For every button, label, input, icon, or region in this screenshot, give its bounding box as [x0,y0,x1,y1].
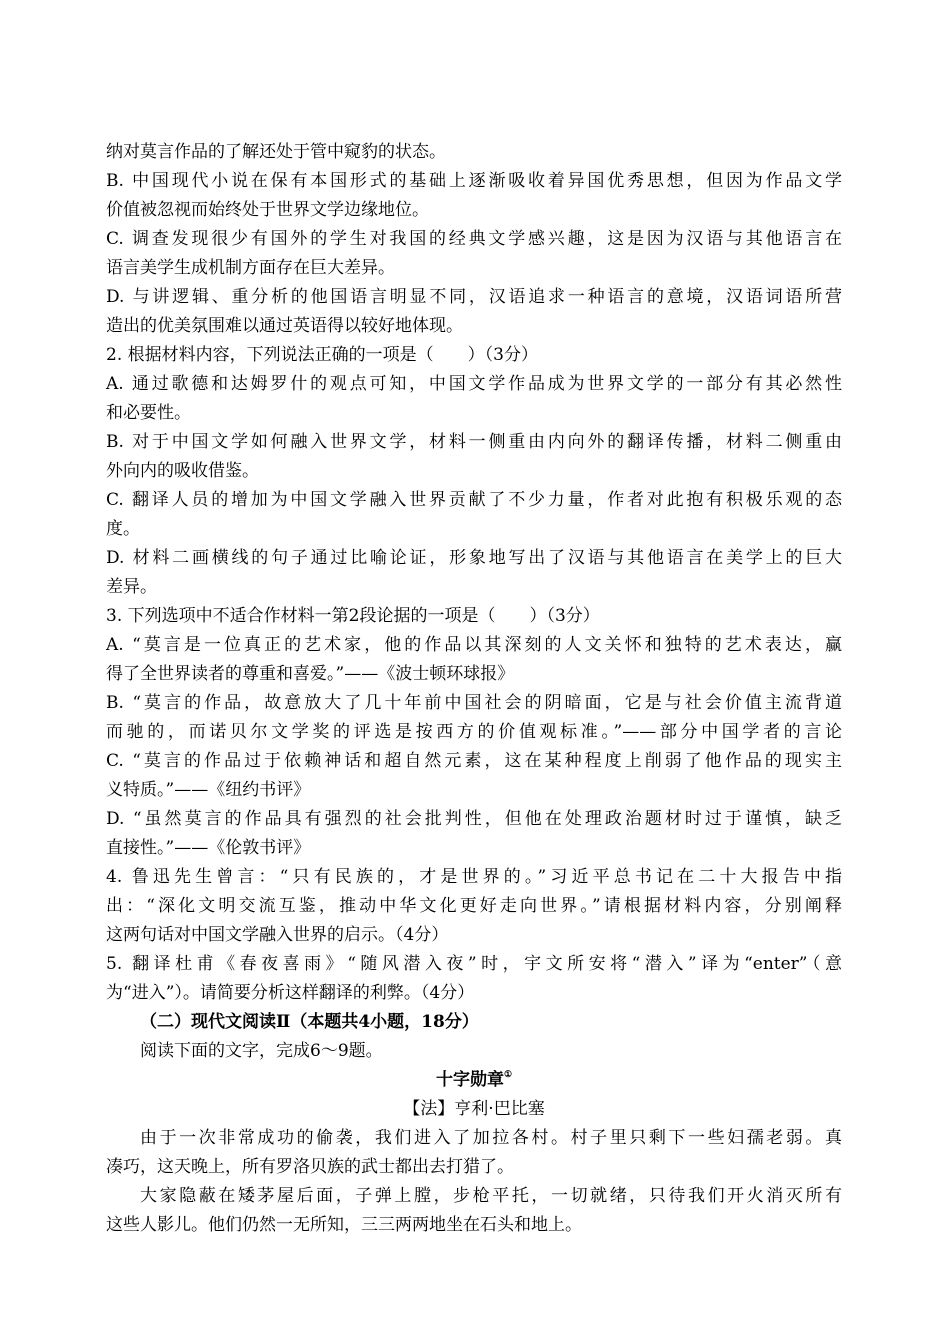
option-c-line: C. 翻译人员的增加为中国文学融入世界贡献了不少力量，作者对此抱有积极乐观的态 [106,490,842,510]
exam-page [106,138,842,1240]
section-heading: （二）现代文阅读Ⅱ（本题共4小题，18分） [140,1012,479,1032]
text-line: 语言美学生成机制方面存在巨大差异。 [106,258,395,278]
story-author: 【法】亨利·巴比塞 [403,1099,545,1119]
question-5-stem: 5. 翻译杜甫《春夜喜雨》“随风潜入夜”时，宇文所安将“潜入”译为“enter”（意 [106,954,842,974]
story-title [106,1066,842,1095]
paragraph-line: 这些人影儿。他们仍然一无所知，三三两两地坐在石头和地上。 [106,1215,582,1235]
text-line: 出：“深化文明交流互鉴，推动中华文化更好走向世界。”请根据材料内容，分别阐释 [106,896,842,916]
question-4-stem: 4. 鲁迅先生曾言：“只有民族的，才是世界的。”习近平总书记在二十大报告中指 [106,867,842,887]
question-2-stem: 2. 根据材料内容，下列说法正确的一项是（ ）（3分） [106,345,538,365]
option-b-line: B. 中国现代小说在保有本国形式的基础上逐渐吸收着异国优秀思想，但因为作品文学 [106,171,842,191]
text-line: 纳对莫言作品的了解还处于管中窥豹的状态。 [106,142,446,162]
option-c-line: C. “莫言的作品过于依赖神话和超自然元素，这在某种程度上削弱了他作品的现实主 [106,751,842,771]
option-c-line: C. 调查发现很少有国外的学生对我国的经典文学感兴趣，这是因为汉语与其他语言在 [106,229,842,249]
story-paragraph [106,1124,842,1182]
story-paragraph [106,1182,842,1240]
option-a-line: A. 通过歌德和达姆罗什的观点可知，中国文学作品成为世界文学的一部分有其必然性 [106,374,842,394]
text-line: 直接性。”——《伦敦书评》 [106,838,311,858]
option-d-line: D. 材料二画横线的句子通过比喻论证，形象地写出了汉语与其他语言在美学上的巨大 [106,548,842,568]
option-d-line: D. 与讲逻辑、重分析的他国语言明显不同，汉语追求一种语言的意境，汉语词语所营 [106,287,842,307]
option-d-line: D. “虽然莫言的作品具有强烈的社会批判性，但他在处理政治题材时过于谨慎，缺乏 [106,809,842,829]
option-b-line: B. 对于中国文学如何融入世界文学，材料一侧重由内向外的翻译传播，材料二侧重由 [106,432,842,452]
option-a-line: A. “莫言是一位真正的艺术家，他的作品以其深刻的人文关怀和独特的艺术表达，赢 [106,635,842,655]
text-line: 差异。 [106,577,157,597]
story-title-text: 十字勋章 [435,1070,504,1090]
question-block [106,138,842,1008]
text-line: 为“进入”）。请简要分析这样翻译的利弊。（4分） [106,983,475,1003]
text-line: 义特质。”——《纽约书评》 [106,780,311,800]
text-line: 这两句话对中国文学融入世界的启示。（4分） [106,925,449,945]
paragraph-line: 凑巧，这天晚上，所有罗洛贝族的武士都出去打猎了。 [106,1157,514,1177]
paragraph-line: 大家隐蔽在矮茅屋后面，子弹上膛，步枪平托，一切就绪，只待我们开火消灭所有 [140,1186,842,1206]
text-line: 造出的优美氛围难以通过英语得以较好地体现。 [106,316,463,336]
text-line: 外向内的吸收借鉴。 [106,461,259,481]
text-line: 价值被忽视而始终处于世界文学边缘地位。 [106,200,429,220]
text-line: 度。 [106,519,140,539]
reading-instruction: 阅读下面的文字，完成6～9题。 [140,1041,383,1061]
question-3-stem: 3. 下列选项中不适合作材料一第2段论据的一项是（ ）（3分） [106,606,600,626]
paragraph-line: 由于一次非常成功的偷袭，我们进入了加拉各村。村子里只剩下一些妇孺老弱。真 [140,1128,842,1148]
text-line: 得了全世界读者的尊重和喜爱。”——《波士顿环球报》 [106,664,515,684]
text-line: 而驰的，而诺贝尔文学奖的评选是按西方的价值观标准。”——部分中国学者的言论 [106,722,842,742]
footnote-marker: ① [503,1070,513,1080]
text-line: 和必要性。 [106,403,191,423]
option-b-line: B. “莫言的作品，故意放大了几十年前中国社会的阴暗面，它是与社会价值主流背道 [106,693,842,713]
